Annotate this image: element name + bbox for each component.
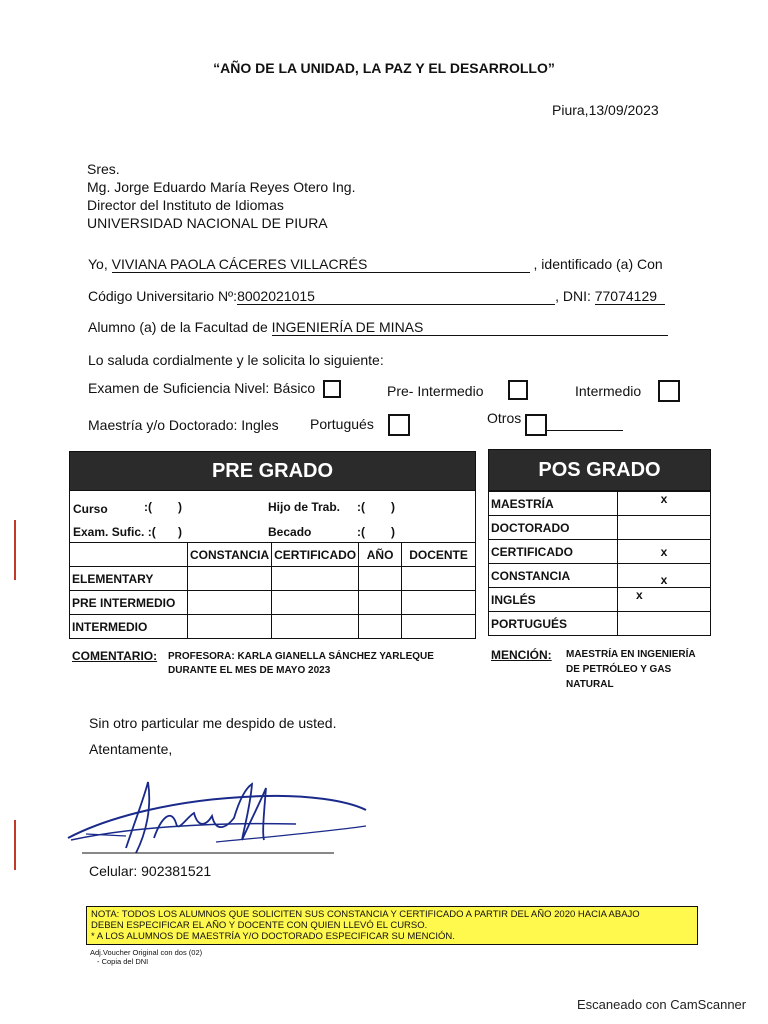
checkbox-pre-intermedio[interactable] xyxy=(508,380,528,400)
university-code: 8002021015 xyxy=(237,288,555,305)
faculty-value: INGENIERÍA DE MINAS xyxy=(272,319,668,336)
identified-label: , identificado (a) Con xyxy=(533,256,663,272)
table-row: CONSTANCIA x xyxy=(489,564,711,588)
mention-label: MENCIÓN: xyxy=(491,648,552,662)
table-header-row: CONSTANCIA CERTIFICADO AÑO DOCENTE xyxy=(70,543,476,567)
attachment-2: - Copia del DNI xyxy=(97,957,149,966)
scanner-watermark: Escaneado con CamScanner xyxy=(577,997,747,1012)
checkbox-basico[interactable] xyxy=(323,380,341,398)
checkbox-intermedio[interactable] xyxy=(658,380,680,402)
posgrado-title: POS GRADO xyxy=(488,449,711,491)
phone-number: Celular: 902381521 xyxy=(89,863,212,879)
request-line: Lo saluda cordialmente y le solicita lo siguiente: xyxy=(88,352,384,368)
table-row: PRE INTERMEDIO xyxy=(70,591,476,615)
checkbox-otros[interactable] xyxy=(525,414,547,436)
pregrado-title: PRE GRADO xyxy=(69,451,476,491)
table-row: ELEMENTARY xyxy=(70,567,476,591)
pregrado-options: Curso :( ) Exam. Sufic. :( ) Hijo de Trab. :( ) Becado :( ) xyxy=(69,491,476,542)
greeting: Sres. xyxy=(87,161,120,177)
place-date: Piura,13/09/2023 xyxy=(552,102,659,118)
table-row: CERTIFICADO x xyxy=(489,540,711,564)
table-row: PORTUGUÉS xyxy=(489,612,711,636)
scan-edge-mark xyxy=(14,820,16,870)
pregrado-comment: COMENTARIO: PROFESORA: KARLA GIANELLA SÁNCHEZ YARLEQUE DURANTE EL MES DE MAYO 2023 xyxy=(72,649,434,676)
year-motto: “AÑO DE LA UNIDAD, LA PAZ Y EL DESARROLLO” xyxy=(213,60,555,76)
attachment-1: Adj.Voucher Original con dos (02) xyxy=(90,948,203,957)
regards-line: Atentamente, xyxy=(89,741,173,757)
posgrado-table xyxy=(488,491,711,636)
table-row: INTERMEDIO xyxy=(70,615,476,639)
code-line: Código Universitario Nº:8002021015 , DNI: 77074129 xyxy=(88,288,665,305)
student-name: VIVIANA PAOLA CÁCERES VILLACRÉS xyxy=(112,256,530,273)
pregrado-section xyxy=(69,451,476,639)
signature xyxy=(66,778,376,868)
posgrado-section xyxy=(488,449,711,636)
dni-value: 77074129 xyxy=(595,288,665,305)
otros-blank xyxy=(547,430,623,431)
recipient-block xyxy=(87,160,355,232)
recipient-role: Director del Instituto de Idiomas xyxy=(87,197,284,213)
recipient-institution: UNIVERSIDAD NACIONAL DE PIURA xyxy=(87,215,328,231)
closing-line: Sin otro particular me despido de usted. xyxy=(89,715,337,731)
faculty-line: Alumno (a) de la Facultad de INGENIERÍA DE MINAS xyxy=(88,319,668,336)
table-row: INGLÉS x xyxy=(489,588,711,612)
table-row: MAESTRÍA x xyxy=(489,492,711,516)
scan-edge-mark xyxy=(14,520,16,580)
table-row: DOCTORADO xyxy=(489,516,711,540)
recipient-name: Mg. Jorge Eduardo María Reyes Otero Ing. xyxy=(87,179,356,195)
note-box: NOTA: TODOS LOS ALUMNOS QUE SOLICITEN SUS CONSTANCIA Y CERTIFICADO A PARTIR DEL AÑO 2020 HACIA ABAJO DEBEN ESPECIFICAR EL AÑO Y DOCENTE CON QUIEN LLEVÓ EL CURSO. * A LOS ALUMNOS DE MAESTRÍA Y/O DOCTORADO ESPECIFICAR SU MENCIÓN. xyxy=(86,906,698,945)
postgrad-language-line: Maestría y/o Doctorado: Ingles Portugués Otros xyxy=(88,412,648,438)
pregrado-table xyxy=(69,542,476,639)
checkbox-portugues[interactable] xyxy=(388,414,410,436)
student-line: Yo, VIVIANA PAOLA CÁCERES VILLACRÉS , identificado (a) Con xyxy=(88,256,663,272)
exam-level-line: Examen de Suficiencia Nivel: Básico Pre- Intermedio Intermedio xyxy=(88,380,688,404)
comment-label: COMENTARIO: xyxy=(72,649,158,663)
posgrado-mention: MENCIÓN: MAESTRÍA EN INGENIERÍA DE PETRÓLEO Y GAS NATURAL xyxy=(491,648,696,690)
